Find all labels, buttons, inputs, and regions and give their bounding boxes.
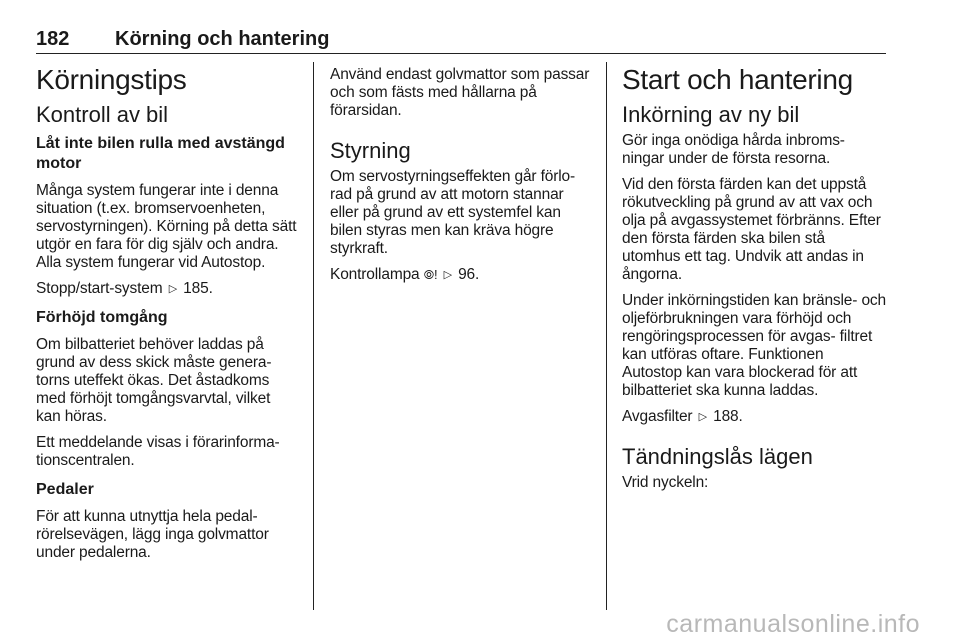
subsection-title: Förhöjd tomgång xyxy=(36,309,168,326)
column-3 xyxy=(622,62,886,492)
paragraph: Använd endast golvmattor som passar och som fästs med hållarna på förarsidan. xyxy=(330,66,590,119)
reference-text: Kontrollampa xyxy=(330,266,420,283)
paragraph: Under inkörningstiden kan bränsle- och oljeförbrukningen vara förhöjd och rengöringsprocessen för avgas- filtret kan utföras oftare. Funktionen Autostop kan vara blockerad för att bilbatteriet ska kunna laddas. xyxy=(622,292,886,399)
paragraph: Om bilbatteriet behöver laddas på grund av dess skick måste genera- torns uteffekt ökas. Det åstadkoms med förhöjt tomgångsvarvtal, vilket kan höras. xyxy=(36,336,272,425)
paragraph: För att kunna utnyttja hela pedal- rörelsevägen, lägg inga golvmattor under pedalerna. xyxy=(36,508,269,561)
page-header xyxy=(36,28,886,54)
column-2 xyxy=(330,62,592,284)
paragraph: Om servostyrningseffekten går förlo- rad på grund av att motorn stannar eller på grund av ett systemfel kan bilen styras men kan kräva högre styrkraft. xyxy=(330,168,575,257)
page-reference-icon: ▷ xyxy=(168,283,177,295)
reference-text: Stopp/start-system xyxy=(36,280,163,297)
cross-reference[interactable] xyxy=(622,408,886,426)
chapter-title: Körningstips xyxy=(36,64,187,95)
section-title: Styrning xyxy=(330,138,411,163)
section-title: Tändningslås lägen xyxy=(622,444,813,469)
running-title: Körning och hantering xyxy=(115,28,330,50)
section-title: Kontroll av bil xyxy=(36,102,169,127)
cross-reference[interactable] xyxy=(330,266,592,284)
column-divider xyxy=(313,62,314,610)
reference-page: 185. xyxy=(183,280,213,297)
subsection-title: Låt inte bilen rulla med avstängd motor xyxy=(36,135,285,172)
chapter-title: Start och hantering xyxy=(622,64,853,95)
section-title: Inkörning av ny bil xyxy=(622,102,800,127)
reference-text: Avgasfilter xyxy=(622,408,693,425)
page-reference-icon: ▷ xyxy=(443,269,452,281)
paragraph: Ett meddelande visas i förarinforma- tionscentralen. xyxy=(36,434,280,469)
cross-reference[interactable] xyxy=(36,280,298,298)
power-steering-warning-icon: ⦾! xyxy=(423,267,438,282)
subsection-title: Pedaler xyxy=(36,481,94,498)
watermark: carmanualsonline.info xyxy=(666,610,920,638)
reference-page: 96. xyxy=(458,266,480,283)
column-divider xyxy=(606,62,607,610)
page-reference-icon: ▷ xyxy=(698,411,707,423)
paragraph: Många system fungerar inte i denna situation (t.ex. bromservoenheten, servostyrningen). Körning på detta sätt utgör en fara för dig själv och andra. Alla system fungerar vid Autostop. xyxy=(36,182,297,271)
paragraph: Vrid nyckeln: xyxy=(622,474,709,491)
column-1 xyxy=(36,62,298,562)
page-number: 182 xyxy=(36,28,70,50)
paragraph: Gör inga onödiga hårda inbroms- ningar under de första resorna. xyxy=(622,132,845,167)
reference-page: 188. xyxy=(713,408,743,425)
paragraph: Vid den första färden kan det uppstå rökutveckling på grund av att vax och olja på avgassystemet förbränns. Efter den första färden ska bilen stå utomhus ett tag. Undvik att andas in ångorna. xyxy=(622,176,881,283)
